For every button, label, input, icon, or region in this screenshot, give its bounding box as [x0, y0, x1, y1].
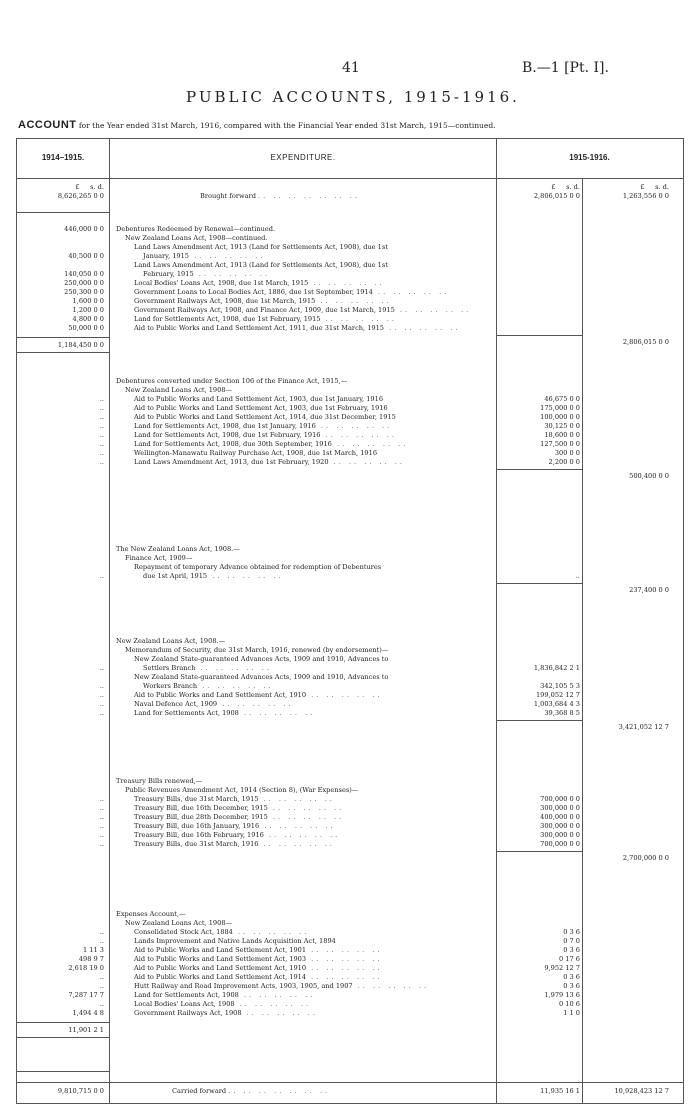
- line-description: Treasury Bill, due 16th January, 1916 .. .. .. .. ..: [134, 822, 336, 830]
- leader-dots: .. .. .. .. ..: [234, 1000, 312, 1008]
- column-divider-left: [109, 138, 110, 1103]
- line-description: Debentures converted under Section 106 of the Finance Act, 1915,—: [116, 377, 348, 385]
- amount-1914-1915: ..: [99, 1000, 104, 1008]
- leader-dots: .. .. .. .. ..: [320, 431, 397, 439]
- amount-1915-1916-detail: 1 1 0: [563, 1009, 580, 1017]
- line-description: Land Laws Amendment Act, 1913, due 1st February, 1920 .. .. .. .. ..: [134, 458, 405, 466]
- line-description: Local Bodies' Loans Act, 1908 .. .. .. .. ..: [134, 1000, 312, 1008]
- header-rule: [16, 178, 683, 179]
- amount-1914-1915: ..: [99, 700, 104, 708]
- leader-dots: .. .. .. .. ..: [258, 840, 335, 848]
- amount-1915-1916-detail: 0 3 6: [563, 973, 580, 981]
- amount-1914-1915: ..: [99, 395, 104, 403]
- leader-dots: .. .. .. .. ..: [259, 822, 336, 830]
- leader-dots: .. .. .. .. ..: [193, 270, 271, 278]
- amount-1914-1915: ..: [99, 813, 104, 821]
- rule: [16, 1071, 110, 1072]
- line-description: Lands Improvement and Native Lands Acquisition Act, 1894: [134, 937, 336, 945]
- amount-1915-1916-detail: 100,000 0 0: [540, 413, 580, 421]
- rule: [497, 335, 583, 336]
- amount-1914-1915: ..: [99, 431, 104, 439]
- line-description: Aid to Public Works and Land Settlement Act, 1903 .. .. .. .. ..: [134, 955, 383, 963]
- line-description: Government Railways Act, 1908, and Finance Act, 1909, due 1st March, 1915 .. .. .. .. ..: [134, 306, 472, 314]
- brought-forward-left: 8,626,265 0 0: [57, 192, 104, 200]
- account-word: ACCOUNT: [18, 119, 77, 131]
- carried-forward-label: Carried forward .. .. .. .. .. .. ..: [172, 1087, 331, 1095]
- line-description: Land for Settlements Act, 1908, due 1st January, 1916 .. .. .. .. ..: [134, 422, 393, 430]
- amount-1915-1916-detail: 0 3 6: [563, 982, 580, 990]
- line-description: Land for Settlements Act, 1908, due 1st February, 1915 .. .. .. .. ..: [134, 315, 397, 323]
- rule: [16, 352, 110, 353]
- amount-1915-1916-detail: 46,675 0 0: [544, 395, 580, 403]
- page-title: PUBLIC ACCOUNTS, 1915-1916.: [186, 88, 520, 106]
- amount-1914-1915: ..: [99, 440, 104, 448]
- amount-1915-1916-detail: 127,500 0 0: [540, 440, 580, 448]
- leader-dots: .. .. .. .. ..: [328, 458, 405, 466]
- subtotal-1914-1915: 11,901 2 1: [68, 1026, 104, 1034]
- amount-1914-1915: 7,287 17 7: [68, 991, 104, 999]
- amount-1915-1916-detail: 0 17 6: [559, 955, 580, 963]
- leader-dots: .. .. .. .. ..: [306, 955, 383, 963]
- section-total-1915-1916: 2,806,015 0 0: [622, 338, 669, 346]
- line-description: Consolidated Stock Act, 1884 .. .. .. .. ..: [134, 928, 310, 936]
- leader-dots: .. .. .. .. ..: [306, 973, 383, 981]
- line-description: Treasury Bill, due 16th December, 1915 .. .. .. .. ..: [134, 804, 345, 812]
- amount-1914-1915: ..: [99, 709, 104, 717]
- leader-dots: .. .. .. .. ..: [188, 252, 266, 260]
- page-number: 41: [342, 60, 360, 76]
- leader-dots: .. .. .. .. ..: [320, 315, 397, 323]
- line-description: Aid to Public Works and Land Settlement Act, 1914 .. .. .. .. ..: [134, 973, 383, 981]
- leader-dots: .. .. .. .. ..: [217, 700, 294, 708]
- section-total-1915-1916: 3,421,052 12 7: [618, 723, 669, 731]
- carried-forward-mid: 11,935 16 1: [540, 1087, 580, 1095]
- currency-heading-left: £ s. d.: [75, 183, 104, 191]
- rule: [16, 1037, 110, 1038]
- line-description: Aid to Public Works and Land Settlement Act, 1910 .. .. .. .. ..: [134, 964, 383, 972]
- amount-1915-1916-detail: 700,000 0 0: [540, 840, 580, 848]
- leader-dots: .. .. .. .. ..: [197, 682, 274, 690]
- line-description: New Zealand Loans Act, 1908—continued.: [125, 234, 268, 242]
- subtitle-text: for the Year ended 31st March, 1916, compared with the Financial Year ended 31st March, 1915—continued.: [78, 121, 496, 130]
- brought-forward-mid: 2,806,015 0 0: [533, 192, 580, 200]
- amount-1915-1916-detail: 700,000 0 0: [540, 795, 580, 803]
- amount-1915-1916-detail: 300,000 0 0: [540, 831, 580, 839]
- amount-1914-1915: ..: [99, 413, 104, 421]
- line-description: Aid to Public Works and Land Settlement Act, 1903, due 1st February, 1916: [134, 404, 388, 412]
- rule: [16, 337, 110, 338]
- amount-1914-1915: 40,500 0 0: [68, 252, 104, 260]
- amount-1914-1915: 4,800 0 0: [72, 315, 104, 323]
- amount-1914-1915: ..: [99, 404, 104, 412]
- leader-dots: .. .. .. .. ..: [331, 440, 409, 448]
- carried-forward-right: 10,928,423 12 7: [614, 1087, 669, 1095]
- line-description: Government Railways Act, 1908, due 1st March, 1915 .. .. .. .. ..: [134, 297, 392, 305]
- amount-1914-1915: ..: [99, 840, 104, 848]
- amount-1914-1915: 250,300 0 0: [64, 288, 104, 296]
- line-description: Land Laws Amendment Act, 1913 (Land for Settlements Act, 1908), due 1st: [134, 261, 388, 269]
- amount-1915-1916-detail: 9,952 12 7: [544, 964, 580, 972]
- line-description: Aid to Public Works and Land Settlement Act, 1910 .. .. .. .. ..: [134, 691, 383, 699]
- column-header-expenditure: EXPENDITURE.: [270, 153, 336, 162]
- section-total-1915-1916: 2,700,000 0 0: [622, 854, 669, 862]
- amount-1914-1915: ..: [99, 804, 104, 812]
- amount-1915-1916-detail: 342,105 5 3: [540, 682, 580, 690]
- leader-dots: .. .. .. .. ..: [238, 991, 316, 999]
- line-description: Treasury Bill, due 28th December, 1915 .. .. .. .. ..: [134, 813, 345, 821]
- line-description: January, 1915 .. .. .. .. ..: [143, 252, 266, 260]
- leader-dots: .. .. .. .. ..: [372, 288, 450, 296]
- amount-1914-1915: 2,618 19 0: [68, 964, 104, 972]
- line-description: Land for Settlements Act, 1908, due 30th September, 1916 .. .. .. .. ..: [134, 440, 409, 448]
- line-description: Treasury Bills, due 31st March, 1916 .. .. .. .. ..: [134, 840, 335, 848]
- line-description: New Zealand State-guaranteed Advances Acts, 1909 and 1910, Advances to: [134, 673, 389, 681]
- amount-1915-1916-detail: 175,000 0 0: [540, 404, 580, 412]
- carried-forward-rule: [16, 1082, 683, 1083]
- amount-1915-1916-detail: 2,200 0 0: [548, 458, 580, 466]
- leader-dots: .. .. .. .. ..: [315, 422, 393, 430]
- amount-1915-1916-detail: 199,052 12 7: [535, 691, 580, 699]
- line-description: Aid to Public Works and Land Settlement Act, 1914, due 31st December, 1915: [134, 413, 396, 421]
- amount-1915-1916-detail: 39,368 8 5: [544, 709, 580, 717]
- leader-dots: .. .. .. .. ..: [241, 1009, 318, 1017]
- amount-1915-1916-detail: 1,003,684 4 3: [533, 700, 580, 708]
- amount-1915-1916-detail: 0 3 6: [563, 928, 580, 936]
- line-description: Workers Branch .. .. .. .. ..: [143, 682, 274, 690]
- leader-dots: .. .. .. .. ..: [267, 813, 345, 821]
- line-description: Land Laws Amendment Act, 1913 (Land for Settlements Act, 1908), due 1st: [134, 243, 388, 251]
- leader-dots: .. .. .. .. ..: [238, 709, 316, 717]
- amount-1914-1915: ..: [99, 937, 104, 945]
- line-description: Wellington-Manawatu Railway Purchase Act, 1908, due 1st March, 1916: [134, 449, 378, 457]
- amount-1915-1916-detail: 0 3 6: [563, 946, 580, 954]
- amount-1914-1915: ..: [99, 572, 104, 580]
- amount-1915-1916-detail: 18,600 0 0: [544, 431, 580, 439]
- amount-1914-1915: ..: [99, 928, 104, 936]
- leader-dots: .. .. .. .. ..: [315, 297, 392, 305]
- amount-1914-1915: ..: [99, 449, 104, 457]
- line-description: Finance Act, 1909—: [125, 554, 193, 562]
- line-description: Aid to Public Works and Land Settlement Act, 1903, due 1st January, 1916: [134, 395, 384, 403]
- amount-1915-1916-detail: 1,979 13 6: [544, 991, 580, 999]
- line-description: New Zealand Loans Act, 1908—: [125, 386, 233, 394]
- currency-heading-right: £ s. d.: [640, 183, 669, 191]
- amount-1914-1915: ..: [99, 422, 104, 430]
- line-description: Aid to Public Works and Land Settlement Act, 1911, due 31st March, 1915 .. .. .. .. ..: [134, 324, 461, 332]
- leader-dots: .. .. .. .. ..: [352, 982, 430, 990]
- line-description: Government Loans to Local Bodies Act, 1886, due 1st September, 1914 .. .. .. .. ..: [134, 288, 450, 296]
- line-description: Treasury Bill, due 16th February, 1916 .. .. .. .. ..: [134, 831, 341, 839]
- line-description: Public Revenues Amendment Act, 1914 (Section 8), (War Expenses)—: [125, 786, 359, 794]
- amount-1914-1915: ..: [99, 973, 104, 981]
- leader-dots: .. .. .. .. ..: [306, 946, 383, 954]
- amount-1915-1916-detail: ..: [575, 572, 580, 580]
- line-description: New Zealand Loans Act, 1908—: [125, 919, 233, 927]
- amount-1915-1916-detail: 300,000 0 0: [540, 822, 580, 830]
- amount-1914-1915: 1,600 0 0: [72, 297, 104, 305]
- leader-dots: .. .. .. .. ..: [306, 691, 383, 699]
- line-description: The New Zealand Loans Act, 1908.—: [116, 545, 240, 553]
- document-reference: B.—1 [Pt. I].: [522, 60, 609, 76]
- line-description: Naval Defence Act, 1909 .. .. .. .. ..: [134, 700, 294, 708]
- leader-dots: .. .. .. .. ..: [207, 572, 284, 580]
- line-description: due 1st April, 1915 .. .. .. .. ..: [143, 572, 284, 580]
- line-description: Memorandum of Security, due 31st March, 1916, renewed (by endorsement)—: [125, 646, 389, 654]
- amount-1914-1915: 1,494 4 8: [72, 1009, 104, 1017]
- amount-1915-1916-detail: 30,125 0 0: [544, 422, 580, 430]
- rule: [497, 583, 583, 584]
- brought-forward-right: 1,263,556 0 0: [622, 192, 669, 200]
- carried-forward-left: 9,810,715 0 0: [57, 1087, 104, 1095]
- amount-1915-1916-detail: 0 7 0: [563, 937, 580, 945]
- column-header-1914: 1914–1915.: [41, 153, 85, 162]
- leader-dots: .. .. .. .. ..: [267, 804, 345, 812]
- line-description: Land for Settlements Act, 1908 .. .. .. .. ..: [134, 991, 316, 999]
- line-description: Expenses Account,—: [116, 910, 186, 918]
- amount-1914-1915: ..: [99, 682, 104, 690]
- amount-1915-1916-detail: 300 0 0: [554, 449, 580, 457]
- column-divider-right: [582, 178, 583, 1103]
- leader-dots: .. .. .. .. ..: [232, 928, 310, 936]
- line-description: Treasury Bills, due 31st March, 1915 .. .. .. .. ..: [134, 795, 335, 803]
- line-description: New Zealand Loans Act, 1908.—: [116, 637, 226, 645]
- subtotal-1914-1915: 1,184,450 0 0: [57, 341, 104, 349]
- amount-1914-1915: ..: [99, 795, 104, 803]
- line-description: Land for Settlements Act, 1908 .. .. .. .. ..: [134, 709, 316, 717]
- amount-1914-1915: ..: [99, 982, 104, 990]
- line-description: Settlers Branch .. .. .. .. ..: [143, 664, 272, 672]
- rule: [16, 212, 110, 213]
- rule: [16, 1022, 110, 1023]
- amount-1914-1915: 498 9 7: [78, 955, 104, 963]
- amount-1914-1915: 50,000 0 0: [68, 324, 104, 332]
- leader-dots: .. .. .. .. ..: [306, 964, 383, 972]
- amount-1915-1916-detail: 300,000 0 0: [540, 804, 580, 812]
- leader-dots: .. .. .. .. ..: [263, 831, 341, 839]
- line-description: Hutt Railway and Road Improvement Acts, 1903, 1905, and 1907 .. .. .. .. ..: [134, 982, 430, 990]
- amount-1915-1916-detail: 400,000 0 0: [540, 813, 580, 821]
- brought-forward-label: Brought forward .. .. .. .. .. .. ..: [200, 192, 360, 200]
- leader-dots: .. .. .. .. ..: [195, 664, 272, 672]
- account-subtitle: [18, 119, 496, 131]
- amount-1914-1915: 140,050 0 0: [64, 270, 104, 278]
- currency-heading-mid: £ s. d.: [551, 183, 580, 191]
- line-description: Debentures Redeemed by Renewal—continued.: [116, 225, 276, 233]
- line-description: New Zealand State-guaranteed Advances Acts, 1909 and 1910, Advances to: [134, 655, 389, 663]
- leader-dots: .. .. .. .. ..: [394, 306, 472, 314]
- amount-1915-1916-detail: 1,836,842 2 1: [533, 664, 580, 672]
- amount-1914-1915: 1 11 3: [83, 946, 104, 954]
- section-total-1915-1916: 237,400 0 0: [629, 586, 669, 594]
- line-description: Land for Settlements Act, 1908, due 1st February, 1916 .. .. .. .. ..: [134, 431, 397, 439]
- line-description: Government Railways Act, 1908 .. .. .. .. ..: [134, 1009, 318, 1017]
- amount-1914-1915: 1,200 0 0: [72, 306, 104, 314]
- amount-1914-1915: 446,000 0 0: [64, 225, 104, 233]
- amount-1914-1915: ..: [99, 691, 104, 699]
- leader-dots: .. .. .. .. ..: [384, 324, 461, 332]
- amount-1914-1915: ..: [99, 822, 104, 830]
- line-description: Local Bodies' Loans Act, 1908, due 1st March, 1915 .. .. .. .. ..: [134, 279, 385, 287]
- line-description: Treasury Bills renewed,—: [116, 777, 203, 785]
- line-description: Aid to Public Works and Land Settlement Act, 1901 .. .. .. .. ..: [134, 946, 383, 954]
- column-header-1915: 1915-1916.: [569, 153, 610, 162]
- amount-1914-1915: ..: [99, 458, 104, 466]
- rule: [497, 469, 583, 470]
- line-description: February, 1915 .. .. .. .. ..: [143, 270, 271, 278]
- section-total-1915-1916: 500,400 0 0: [629, 472, 669, 480]
- leader-dots: .. .. .. .. ..: [308, 279, 385, 287]
- amount-1914-1915: 250,000 0 0: [64, 279, 104, 287]
- amount-1914-1915: ..: [99, 831, 104, 839]
- rule: [497, 720, 583, 721]
- amount-1914-1915: ..: [99, 664, 104, 672]
- line-description: Repayment of temporary Advance obtained for redemption of Debentures: [134, 563, 382, 571]
- rule: [497, 851, 583, 852]
- leader-dots: .. .. .. .. ..: [258, 795, 335, 803]
- amount-1915-1916-detail: 0 10 6: [559, 1000, 580, 1008]
